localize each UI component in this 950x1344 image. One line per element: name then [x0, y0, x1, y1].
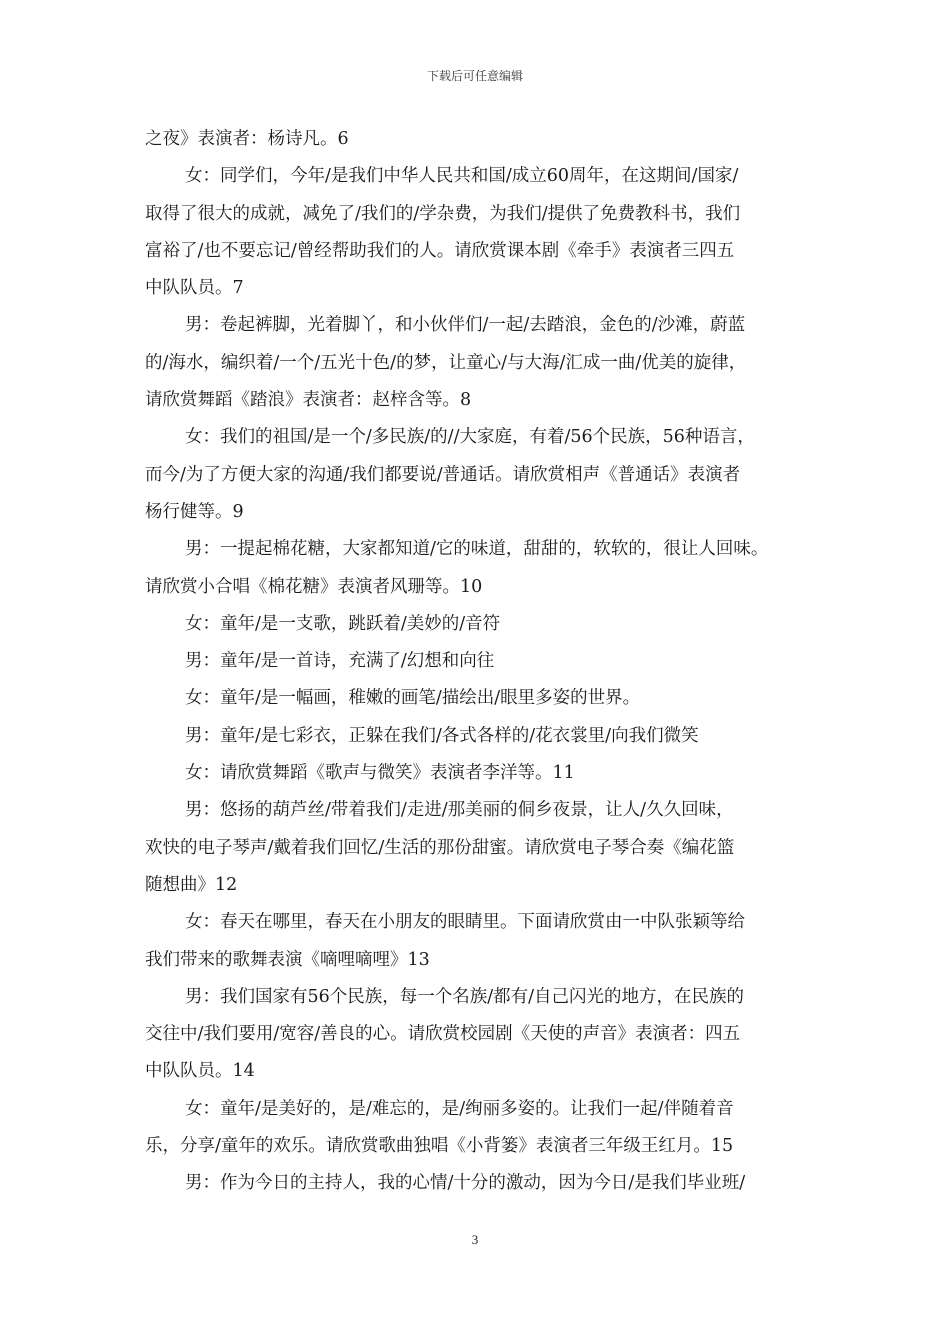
text-line: 我们带来的歌舞表演《嘀哩嘀哩》13: [145, 949, 430, 970]
text-line: 男：我们国家有56个民族，每一个名族/都有/自己闪光的地方，在民族的: [185, 986, 745, 1007]
page-header: 下载后可任意编辑: [426, 69, 523, 83]
text-line: 女：春天在哪里，春天在小朋友的眼睛里。下面请欣赏由一中队张颖等给: [185, 912, 745, 933]
text-line: 女：童年/是美好的，是/难忘的，是/绚丽多姿的。让我们一起/伴随着音: [185, 1098, 734, 1119]
text-line: 中队队员。7: [145, 278, 244, 299]
text-line: 的/海水，编织着/一个/五光十色/的梦，让童心/与大海/汇成一曲/优美的旋律，: [145, 352, 747, 373]
text-line: 女：同学们，今年/是我们中华人民共和国/成立60周年，在这期间/国家/: [185, 166, 739, 187]
text-line: 女：我们的祖国/是一个/多民族/的//大家庭，有着/56个民族，56种语言，: [185, 427, 755, 448]
text-line: 男：一提起棉花糖，大家都知道/它的味道，甜甜的，软软的，很让人回味。: [185, 539, 769, 560]
text-line: 男：童年/是七彩衣，正躲在我们/各式各样的/花衣裳里/向我们微笑: [185, 725, 699, 746]
text-line: 乐，分享/童年的欢乐。请欣赏歌曲独唱《小背篓》表演者三年级王红月。15: [145, 1136, 734, 1157]
body-text: [145, 121, 813, 1203]
page-number: 3: [471, 1232, 479, 1247]
text-line: 女：童年/是一幅画，稚嫩的画笔/描绘出/眼里多姿的世界。: [185, 688, 641, 709]
text-line: 取得了很大的成就，减免了/我们的/学杂费，为我们/提供了免费教科书，我们: [145, 203, 741, 224]
text-line: 欢快的电子琴声/戴着我们回忆/生活的那份甜蜜。请欣赏电子琴合奏《编花篮: [145, 837, 735, 858]
text-line: 中队队员。14: [145, 1061, 255, 1082]
text-line: 请欣赏小合唱《棉花糖》表演者风珊等。10: [145, 576, 483, 597]
text-line: 交往中/我们要用/宽容/善良的心。请欣赏校园剧《天使的声音》表演者：四五: [145, 1024, 741, 1045]
text-line: 随想曲》12: [145, 874, 238, 895]
text-line: 男：作为今日的主持人，我的心情/十分的激动，因为今日/是我们毕业班/: [185, 1173, 746, 1194]
text-line: 男：悠扬的葫芦丝/带着我们/走进/那美丽的侗乡夜景，让人/久久回味，: [185, 800, 734, 821]
text-line: 女：童年/是一支歌，跳跃着/美妙的/音符: [185, 613, 501, 634]
text-line: 之夜》表演者：杨诗凡。6: [145, 129, 349, 149]
text-line: 杨行健等。9: [145, 501, 244, 522]
text-line: 男：卷起裤脚，光着脚丫，和小伙伴们/一起/去踏浪，金色的/沙滩，蔚蓝: [185, 315, 746, 336]
text-line: 富裕了/也不要忘记/曾经帮助我们的人。请欣赏课本剧《牵手》表演者三四五: [145, 240, 735, 261]
text-line: 请欣赏舞蹈《踏浪》表演者：赵梓含等。8: [145, 390, 472, 411]
text-line: 男：童年/是一首诗，充满了/幻想和向往: [185, 651, 495, 672]
text-line: 女：请欣赏舞蹈《歌声与微笑》表演者李洋等。11: [185, 763, 575, 784]
text-line: 而今/为了方便大家的沟通/我们都要说/普通话。请欣赏相声《普通话》表演者: [145, 464, 741, 485]
